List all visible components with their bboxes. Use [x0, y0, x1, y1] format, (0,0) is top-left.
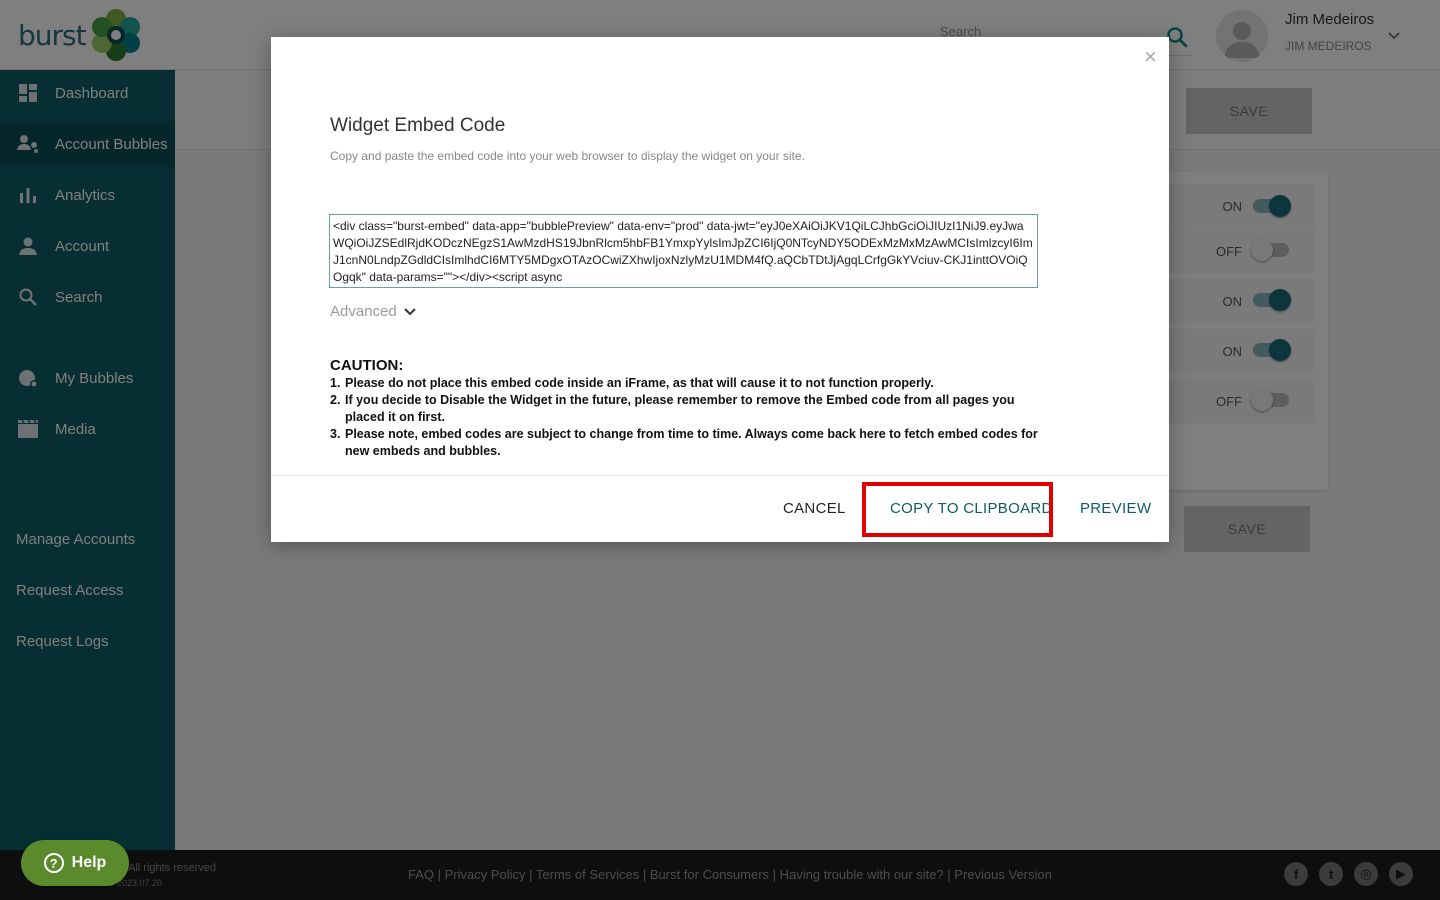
caution-text: Please do not place this embed code inside an iFrame, as that will cause it to not function properly.: [345, 376, 934, 390]
advanced-toggle[interactable]: [330, 303, 417, 320]
embed-code-textarea[interactable]: [329, 214, 1038, 288]
caution-text: Please note, embed codes are subject to change from time to time. Always come back here to fetch embed codes for new embeds and bubbles.: [345, 427, 1038, 458]
preview-button[interactable]: PREVIEW: [1080, 500, 1152, 517]
list-item: 1. Please do not place this embed code inside an iFrame, as that will cause it to not function properly.: [330, 376, 934, 390]
modal-divider: [271, 475, 1169, 476]
copy-to-clipboard-button[interactable]: COPY TO CLIPBOARD: [890, 500, 1053, 517]
help-label: Help: [71, 854, 107, 871]
caution-list: [330, 375, 1050, 460]
help-button[interactable]: [21, 840, 129, 886]
caution-heading: CAUTION:: [330, 357, 404, 374]
modal-subtitle: Copy and paste the embed code into your web browser to display the widget on your site.: [330, 149, 805, 163]
embed-code-modal: [271, 37, 1169, 542]
chevron-down-icon: [403, 305, 417, 319]
list-item: 2. If you decide to Disable the Widget in the future, please remember to remove the Embed code from all pages you placed it on first.: [330, 392, 1050, 426]
cancel-button[interactable]: CANCEL: [783, 500, 846, 517]
list-item: 3. Please note, embed codes are subject to change from time to time. Always come back here to fetch embed codes for new embeds and bubbles.: [330, 426, 1050, 460]
close-icon[interactable]: ×: [1144, 44, 1157, 69]
question-icon: ?: [44, 853, 64, 873]
advanced-label: Advanced: [330, 303, 397, 320]
caution-text: If you decide to Disable the Widget in the future, please remember to remove the Embed code from all pages you placed it on first.: [345, 393, 1015, 424]
modal-title: Widget Embed Code: [330, 115, 506, 136]
